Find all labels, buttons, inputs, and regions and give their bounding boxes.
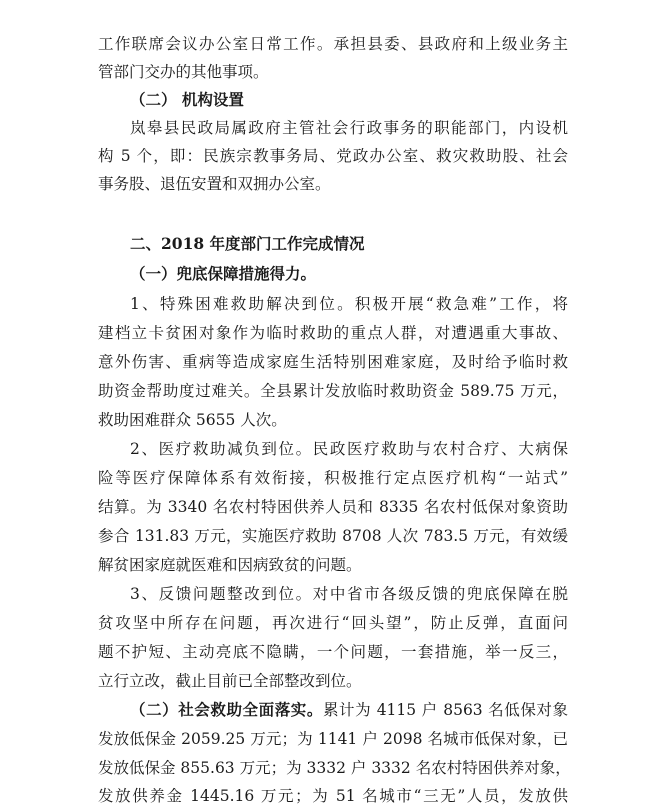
paragraph-line: 1、特殊困难救助解决到位。积极开展“救急难”工作，将 <box>130 295 568 313</box>
paragraph-line: 岚皋县民政局属政府主管社会行政事务的职能部门，内设机 <box>130 119 568 137</box>
paragraph-line: 管部门交办的其他事项。 <box>98 63 269 81</box>
section-heading-2018: 二、2018 年度部门工作完成情况 <box>130 234 365 253</box>
paragraph-text: 累计为 4115 户 8563 名低保对象 <box>322 701 568 719</box>
section-heading-org: （二） 机构设置 <box>130 90 244 109</box>
paragraph-line: 险等医疗保障体系有效衔接，积极推行定点医疗机构“一站式” <box>98 469 568 487</box>
paragraph-line: 发放低保金 2059.25 万元；为 1141 户 2098 名城市低保对象，已 <box>98 730 568 748</box>
paragraph-line: 3、反馈问题整改到位。对中省市各级反馈的兜底保障在脱 <box>130 585 568 603</box>
paragraph-line: 发放供养金 1445.16 万元；为 51 名城市“三无”人员，发放供 <box>98 787 568 805</box>
paragraph-line: 参合 131.83 万元，实施医疗救助 8708 人次 783.5 万元，有效缓 <box>98 527 568 545</box>
paragraph-line: 意外伤害、重病等造成家庭生活特别困难家庭，及时给予临时救 <box>98 353 568 371</box>
paragraph-line: 发放低保金 855.63 万元；为 3332 户 3332 名农村特困供养对象， <box>98 759 571 777</box>
paragraph-line: 立行立改，截止目前已全部整改到位。 <box>98 672 362 690</box>
paragraph-line: 事务股、退伍安置和双拥办公室。 <box>98 175 331 193</box>
paragraph-line: 构 5 个，即：民族宗教事务局、党政办公室、救灾救助股、社会 <box>98 147 568 165</box>
subsection-heading-1: （一）兜底保障措施得力。 <box>130 264 317 283</box>
paragraph-line: 题不护短、主动亮底不隐瞒，一个问题，一套措施，举一反三， <box>98 643 568 661</box>
paragraph-line: 解贫困家庭就医难和因病致贫的问题。 <box>98 556 362 574</box>
paragraph-line: 工作联席会议办公室日常工作。承担县委、县政府和上级业务主 <box>98 35 568 53</box>
paragraph-line: 救助困难群众 5655 人次。 <box>98 411 287 429</box>
paragraph-line: 建档立卡贫困对象作为临时救助的重点人群，对遭遇重大事故、 <box>98 324 568 342</box>
paragraph-line: 助资金帮助度过难关。全县累计发放临时救助资金 589.75 万元， <box>98 382 568 400</box>
paragraph-line: 2、医疗救助减负到位。民政医疗救助与农村合疗、大病保 <box>130 440 568 458</box>
subsection-2-first-line <box>130 700 568 720</box>
subsection-heading-2: （二）社会救助全面落实。 <box>130 700 323 719</box>
paragraph-line: 贫攻坚中所存在问题，再次进行“回头望”，防止反弹，直面问 <box>98 614 568 632</box>
paragraph-line: 结算。为 3340 名农村特困供养人员和 8335 名农村低保对象资助 <box>98 498 568 516</box>
